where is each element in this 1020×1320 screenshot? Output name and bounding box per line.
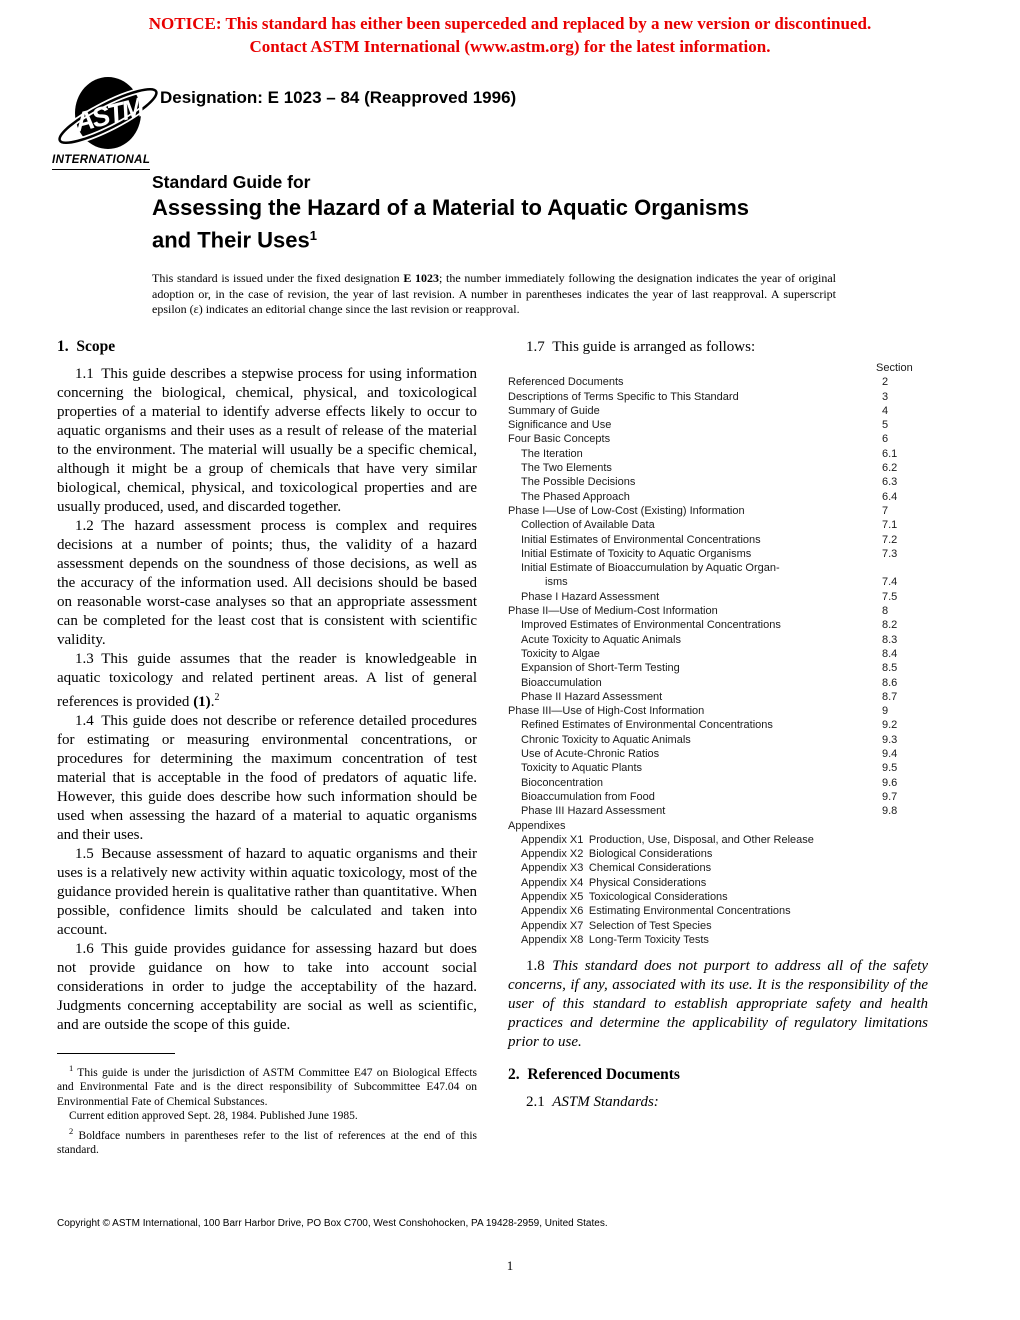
toc-entry — [508, 761, 928, 775]
toc-entry-section-number: 2 — [882, 376, 889, 389]
toc-entry-section-number: 9.5 — [882, 762, 898, 775]
toc-entry — [508, 475, 928, 489]
toc-entry-section-number: 9 — [882, 705, 889, 718]
toc-entry — [508, 847, 928, 861]
toc-entry-label: Initial Estimate of Bioaccumulation by Aquatic Organ- — [521, 562, 780, 575]
toc-header-row — [508, 361, 928, 375]
toc-entry — [508, 704, 928, 718]
toc-entry-section-number: 8.6 — [882, 676, 898, 689]
toc-entry — [508, 833, 928, 847]
toc-entry — [508, 890, 928, 904]
toc-rows — [508, 375, 928, 947]
toc-entry-label: Chronic Toxicity to Aquatic Animals — [521, 733, 691, 746]
astm-logo — [52, 76, 172, 170]
toc-entry-label: Use of Acute-Chronic Ratios — [521, 748, 660, 761]
toc-entry-section-number — [876, 919, 928, 933]
toc-entry-label: Toxicity to Aquatic Plants — [521, 762, 643, 775]
toc-entry-label: Phase I Hazard Assessment — [521, 590, 660, 603]
toc-entry — [508, 533, 928, 547]
toc-entry — [508, 861, 928, 875]
paragraph-1-7: 1.7 This guide is arranged as follows: — [526, 339, 756, 355]
toc-entry-label: Phase II—Use of Medium-Cost Information — [508, 605, 718, 618]
paragraph-2-1 — [508, 1093, 928, 1112]
toc-entry-section-number — [876, 847, 928, 861]
toc-entry-label: Appendix X3 Chemical Considerations — [521, 862, 712, 875]
toc-entry-section-number: 9.7 — [882, 790, 898, 803]
toc-entry — [508, 590, 928, 604]
paragraph-1-8: 1.8 This standard does not purport to address all of the safety concerns, if any, associated with its use. It is the responsibility of the user of this standard to establish appropriate safety and health practices and determine the applicability of regulatory limitations prior to use. — [508, 958, 928, 1051]
footnote-2-ref: 2 — [214, 692, 220, 703]
toc-entry — [508, 604, 928, 618]
toc-entry — [508, 490, 928, 504]
toc-entry-label: Acute Toxicity to Aquatic Animals — [521, 633, 681, 646]
toc-entry-label: Appendix X7 Selection of Test Species — [521, 919, 712, 932]
toc-entry — [508, 518, 928, 532]
toc-entry-label: Appendix X6 Estimating Environmental Concentrations — [521, 905, 791, 918]
paragraph-1-3: 1.3 This guide assumes that the reader is knowledgeable in aquatic toxicology and related pertinent areas. A list of general references is provided (1).$^2$ — [57, 651, 477, 710]
toc-entry — [508, 676, 928, 690]
toc-entry — [508, 418, 928, 432]
toc-entry-section-number: 6.3 — [882, 476, 898, 489]
toc-entry-section-number: 9.8 — [882, 805, 898, 818]
footnote-1: $^1$ This guide is under the jurisdiction of ASTM Committee E47 on Biological Effects and Environmental Fate and is the direct responsibility of Subcommittee E47.04 on Environmential Fate of Chemical Substances. — [57, 1063, 477, 1108]
scope-heading: 1. Scope — [57, 338, 116, 355]
toc-entry-section-number: 6.2 — [882, 462, 898, 475]
toc-entry — [508, 447, 928, 461]
toc-entry-section-number: 8.2 — [882, 619, 898, 632]
toc-entry — [508, 804, 928, 818]
footnote-2: $^2$ Boldface numbers in parentheses refer to the list of references at the end of this standard. — [57, 1125, 477, 1157]
toc-entry-section-number: 4 — [882, 404, 889, 417]
toc-entry-section-number: 3 — [882, 390, 889, 403]
toc-entry-section-number: 9.4 — [882, 748, 898, 761]
toc-entry-section-number: 8 — [882, 605, 889, 618]
toc-entry-label: Four Basic Concepts — [508, 433, 611, 446]
toc-entry — [508, 904, 928, 918]
toc-entry-label: Initial Estimates of Environmental Concentrations — [521, 533, 761, 546]
toc-entry-label: Bioaccumulation — [521, 676, 602, 689]
designation-text: Designation: E 1023 – 84 (Reapproved 1996) — [160, 88, 517, 107]
toc-entry-section-number: 8.4 — [882, 647, 898, 660]
toc-entry-section-number: 5 — [882, 419, 889, 432]
toc-section-header: Section — [876, 362, 913, 374]
toc-entry-label: Phase II Hazard Assessment — [521, 690, 663, 703]
toc-entry-section-number — [876, 904, 928, 918]
toc-entry — [508, 919, 928, 933]
toc-entry — [508, 390, 928, 404]
notice-line-1: NOTICE: This standard has either been superceded and replaced by a new version or discontinued. — [148, 14, 872, 33]
toc-entry-label: Significance and Use — [508, 419, 612, 432]
toc-entry — [508, 561, 928, 575]
toc-entry-label: Bioconcentration — [521, 776, 603, 789]
toc-entry-label: Bioaccumulation from Food — [521, 790, 655, 803]
toc-entry — [508, 404, 928, 418]
paragraph-1-4: 1.4 This guide does not describe or reference detailed procedures for estimating or measuring environmental concentrations, or procedures for determining the maximum concentration of test material that is acceptable in the food of predators of aquatic life. However, this guide does describe how such information should be used when assessing the hazard of a material to aquatic organisms and their uses. — [57, 713, 477, 843]
toc-entry-label: Collection of Available Data — [521, 519, 655, 532]
right-column — [508, 338, 928, 1112]
table-of-contents — [508, 361, 928, 947]
toc-entry-label: Appendix X2 Biological Considerations — [521, 848, 713, 861]
page-number: 1 — [506, 1258, 514, 1273]
toc-entry-label: Appendix X5 Toxicological Considerations — [521, 890, 728, 903]
title-line-1: Standard Guide for — [152, 172, 311, 192]
toc-entry — [508, 647, 928, 661]
reference-bold: (1) — [193, 694, 211, 710]
astm-logo-acronym: ASTM — [71, 92, 146, 138]
toc-entry — [508, 790, 928, 804]
notice-banner — [0, 12, 1020, 58]
toc-entry-label: Improved Estimates of Environmental Concentrations — [521, 619, 781, 632]
toc-entry — [508, 690, 928, 704]
toc-entry-section-number — [876, 933, 928, 947]
toc-entry-section-number: 7 — [882, 504, 889, 517]
toc-entry — [508, 633, 928, 647]
toc-entry-section-number: 7.1 — [882, 519, 898, 532]
toc-entry-section-number: 8.7 — [882, 690, 898, 703]
copyright-note: Copyright © ASTM International, 100 Barr Harbor Drive, PO Box C700, West Conshohocken, PA 19428-2959, United States. — [57, 1218, 608, 1229]
toc-entry-section-number — [876, 833, 928, 847]
toc-entry — [508, 432, 928, 446]
footnote-1-marker: 1 — [69, 1063, 74, 1073]
toc-entry — [508, 718, 928, 732]
paragraph-2-1-number: 2.1 — [526, 1094, 553, 1111]
left-column — [57, 338, 477, 1158]
toc-entry-section-number: 9.6 — [882, 776, 898, 789]
toc-entry-label: The Two Elements — [521, 462, 612, 475]
toc-entry — [508, 933, 928, 947]
issuance-note: This standard is issued under the fixed designation E 1023; the number immediately following the designation indicates the year of original adoption or, in the case of revision, the year of last revision. A number in parentheses indicates the year of last reapproval. A superscript epsilon (ε) indicates an editorial change since the last revision or reapproval. — [152, 271, 836, 316]
toc-entry-section-number — [876, 561, 928, 575]
toc-entry-label: The Phased Approach — [521, 490, 630, 503]
toc-entry-label: Expansion of Short-Term Testing — [521, 662, 680, 675]
toc-entry — [508, 618, 928, 632]
toc-entry-section-number — [876, 819, 928, 833]
paragraph-1-5: 1.5 Because assessment of hazard to aquatic organisms and their uses is a relatively new activity within aquatic toxicology, most of the guidance provided herein is qualitative rather than quantitative. When possible, confidence limits should be calculated and taken into account. — [57, 846, 477, 938]
toc-entry-section-number — [876, 876, 928, 890]
paragraph-1-2: 1.2 The hazard assessment process is complex and requires decisions at a number of points; thus, the validity of a hazard assessment depends on the soundness of those decisions, as well as the accuracy of the information used. All decisions should be based on reasonable worst-case analyses so that an appropriate assessment can be completed for the least cost that is consistent with scientific validity. — [57, 518, 477, 648]
toc-entry-label: Appendix X1 Production, Use, Disposal, and Other Release — [521, 833, 814, 846]
title-line-2: Assessing the Hazard of a Material to Aquatic Organisms — [152, 195, 750, 220]
astm-logo-subtitle: INTERNATIONAL — [52, 154, 150, 170]
toc-entry-label: The Iteration — [521, 447, 583, 460]
toc-entry-section-number: 9.3 — [882, 733, 898, 746]
toc-entry-label: Toxicity to Algae — [521, 647, 600, 660]
toc-entry-section-number: 7.3 — [882, 547, 898, 560]
toc-entry-label: Initial Estimate of Toxicity to Aquatic Organisms — [521, 547, 752, 560]
paragraph-1-8-number: 1.8 — [526, 958, 553, 975]
toc-entry — [508, 876, 928, 890]
title-footnote-ref: 1 — [309, 228, 317, 243]
toc-entry-section-number: 7.5 — [882, 590, 898, 603]
footnote-divider — [57, 1053, 175, 1054]
toc-entry-label: Refined Estimates of Environmental Concentrations — [521, 719, 773, 732]
toc-entry-section-number: 6.1 — [882, 447, 898, 460]
toc-entry-section-number: 6 — [882, 433, 889, 446]
toc-entry — [508, 661, 928, 675]
toc-entry — [508, 375, 928, 389]
toc-entry-label: isms — [545, 576, 568, 589]
toc-entry — [508, 461, 928, 475]
toc-entry — [508, 747, 928, 761]
toc-entry — [508, 776, 928, 790]
toc-entry-section-number: 6.4 — [882, 490, 898, 503]
toc-entry — [508, 504, 928, 518]
toc-entry — [508, 547, 928, 561]
issuance-designation-bold: E 1023 — [403, 271, 440, 285]
footnote-2-marker: 2 — [69, 1125, 74, 1136]
toc-entry-label: Summary of Guide — [508, 404, 600, 417]
toc-entry-label: Referenced Documents — [508, 376, 624, 389]
footnote-1-edition: Current edition approved Sept. 28, 1984. Published June 1985. — [69, 1110, 358, 1123]
toc-entry-label: The Possible Decisions — [521, 476, 636, 489]
toc-entry-section-number — [876, 890, 928, 904]
toc-entry-label: Appendix X4 Physical Considerations — [521, 876, 707, 889]
document-title — [152, 170, 749, 253]
toc-entry-label: Appendixes — [508, 819, 566, 832]
astm-standards-label: ASTM Standards: — [552, 1094, 659, 1111]
notice-line-2: Contact ASTM International (www.astm.org) for the latest information. — [249, 37, 771, 56]
title-line-3: and Their Uses$^1$ — [152, 227, 317, 253]
toc-entry-section-number: 8.3 — [882, 633, 898, 646]
toc-entry-label: Phase I—Use of Low-Cost (Existing) Information — [508, 504, 745, 517]
toc-entry-section-number: 7.4 — [882, 576, 898, 589]
astm-globe-icon — [52, 76, 164, 152]
toc-entry — [508, 819, 928, 833]
toc-entry-label: Appendix X8 Long-Term Toxicity Tests — [521, 933, 709, 946]
paragraph-1-6: 1.6 This guide provides guidance for assessing hazard but does not provide guidance on how to take into account social considerations in order to judge the acceptability of the hazard. Judgments concerning acceptability are social as well as scientific, and are outside the scope of this guide. — [57, 941, 477, 1033]
toc-entry-section-number: 9.2 — [882, 719, 898, 732]
toc-entry — [508, 575, 928, 589]
toc-entry-label: Phase III—Use of High-Cost Information — [508, 705, 705, 718]
toc-entry-section-number: 8.5 — [882, 662, 898, 675]
paragraph-1-1: 1.1 This guide describes a stepwise process for using information concerning the biological, chemical, physical, and toxicological properties of a material to identify adverse effects likely to occur to aquatic organisms and their uses as a result of release of the material to the environment. The material will usually be a specific chemical, although it might be a group of chemicals that have very similar biological, chemical, physical, and toxicological properties and are usually produced, used, and discarded together. — [57, 366, 477, 515]
toc-entry-label: Phase III Hazard Assessment — [521, 805, 666, 818]
toc-entry-section-number — [876, 861, 928, 875]
toc-entry-label: Descriptions of Terms Specific to This Standard — [508, 390, 739, 403]
toc-entry — [508, 733, 928, 747]
referenced-documents-heading: 2. Referenced Documents — [508, 1066, 680, 1084]
toc-entry-section-number: 7.2 — [882, 533, 898, 546]
